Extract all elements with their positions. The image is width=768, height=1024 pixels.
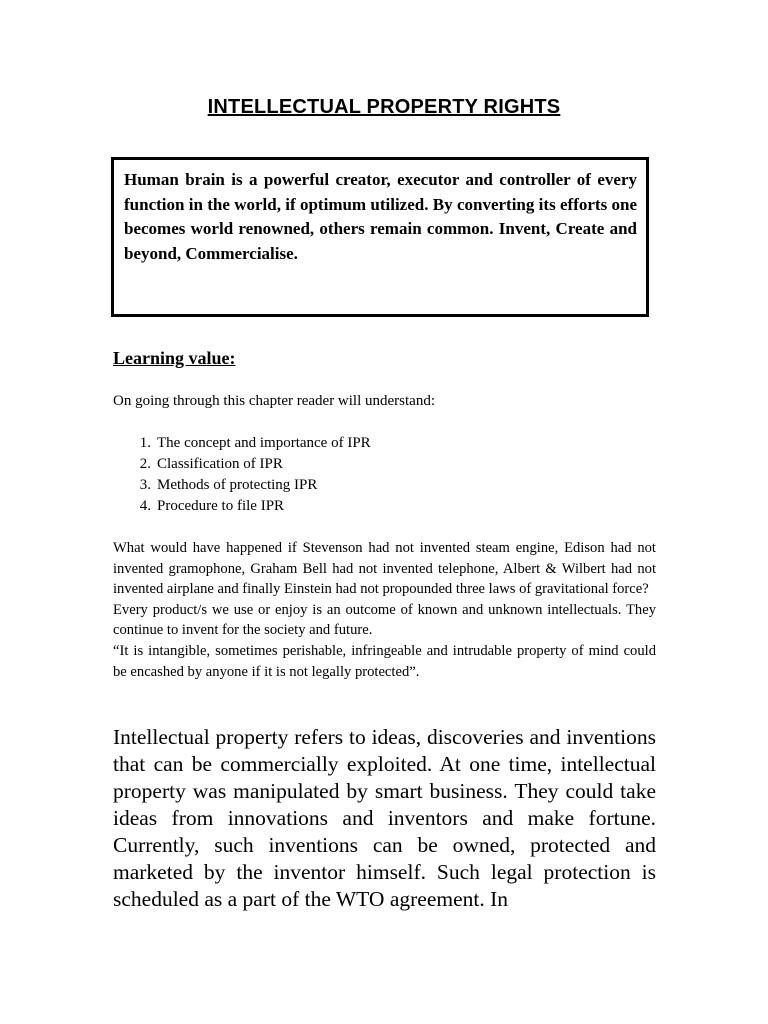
paragraph-quote: “It is intangible, sometimes perishable, infringeable and intrudable property of mind could be encashed by anyone if it is not legally protected”. [113, 642, 656, 680]
list-item-number: 3. [139, 477, 151, 493]
list-item-text: Classification of IPR [157, 456, 283, 472]
list-item-text: The concept and importance of IPR [157, 435, 371, 451]
page-title: INTELLECTUAL PROPERTY RIGHTS [207, 96, 561, 118]
intro-callout-box [111, 157, 649, 317]
learning-value-heading: Learning value: [113, 348, 236, 368]
list-item [113, 496, 371, 517]
list-item [113, 475, 371, 496]
paragraph-intellectuals: Every product/s we use or enjoy is an outcome of known and unknown intellectuals. They continue to invent for the society and future. [113, 601, 656, 639]
introductory-paragraphs [113, 538, 656, 682]
list-item-number: 1. [139, 435, 151, 451]
learning-objectives-list [113, 433, 371, 517]
list-item-number: 4. [139, 498, 151, 514]
list-item [113, 454, 371, 475]
list-item [113, 433, 371, 454]
list-item-text: Methods of protecting IPR [157, 477, 318, 493]
list-item-number: 2. [139, 456, 151, 472]
intro-callout-text: Human brain is a powerful creator, executor and controller of every function in the world, if optimum utilized. By converting its efforts one becomes world renowned, others remain common. Invent, Create and beyond, Commercialise. [124, 170, 637, 263]
paragraph-ip-definition: Intellectual property refers to ideas, discoveries and inventions that can be commercially exploited. At one time, intellectual property was manipulated by smart business. They could take ideas from innovations and inventors and make fortune. Currently, such inventions can be owned, protected and marketed by the inventor himself. Such legal protection is scheduled as a part of the WTO agreement. In [113, 725, 656, 911]
paragraph-inventions-question: What would have happened if Stevenson had not invented steam engine, Edison had not invented gramophone, Graham Bell had not invented telephone, Albert & Wilbert had not invented airplane and finally Einstein had not propounded three laws of gravitational force? [113, 540, 656, 598]
learning-value-lead-in: On going through this chapter reader will understand: [113, 393, 436, 409]
list-item-text: Procedure to file IPR [157, 498, 285, 514]
